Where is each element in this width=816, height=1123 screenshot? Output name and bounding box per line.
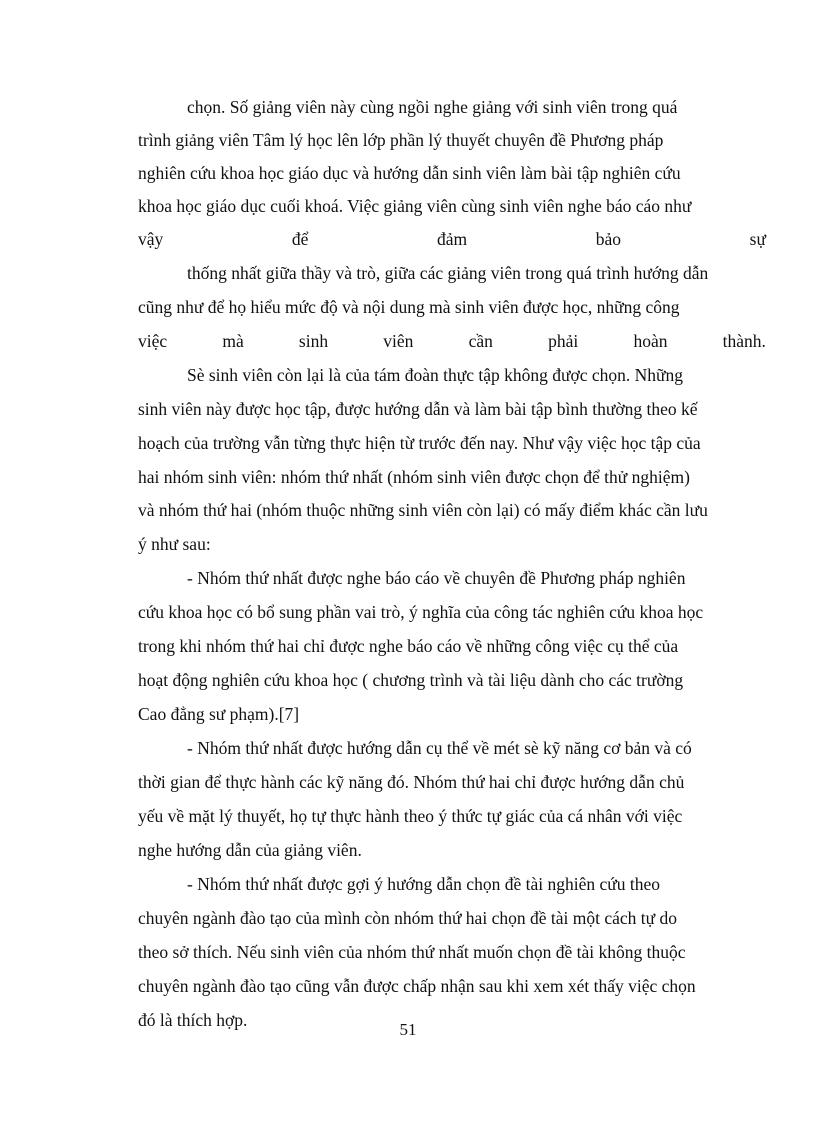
text-line: hoạch của trường vẫn từng thực hiện từ trước đến nay. Như vậy việc học tập của xyxy=(138,433,701,453)
page-number: 51 xyxy=(399,1020,417,1039)
text-line: theo sở thích. Nếu sinh viên của nhóm thứ nhất muốn chọn đề tài không thuộc xyxy=(138,942,686,962)
word: hoàn xyxy=(633,331,668,351)
text-line: và nhóm thứ hai (nhóm thuộc những sinh viên còn lại) có mấy điểm khác cần lưu xyxy=(138,500,708,520)
word: mà xyxy=(222,331,244,351)
word: sinh xyxy=(298,331,329,351)
text-line: cứu khoa học có bổ sung phần vai trò, ý nghĩa của công tác nghiên cứu khoa học xyxy=(138,602,704,622)
text-line: khoa học giáo dục cuối khoá. Việc giảng viên cùng sinh viên nghe báo cáo như xyxy=(138,196,692,216)
word: sự xyxy=(749,229,766,249)
text-line: chuyên ngành đào tạo của mình còn nhóm thứ hai chọn đề tài một cách tự do xyxy=(138,908,677,928)
text-line: - Nhóm thứ nhất được nghe báo cáo về chuyên đề Phương pháp nghiên xyxy=(187,568,686,588)
text-line: yếu về mặt lý thuyết, họ tự thực hành theo ý thức tự giác của cá nhân với việc xyxy=(138,806,683,826)
text-line: thời gian để thực hành các kỹ năng đó. Nhóm thứ hai chỉ được hướng dẫn chủ xyxy=(138,772,685,792)
text-line: chọn. Số giảng viên này cùng ngồi nghe giảng với sinh viên trong quá xyxy=(187,97,678,117)
text-line: - Nhóm thứ nhất được gợi ý hướng dẫn chọn đề tài nghiên cứu theo xyxy=(187,874,660,894)
text-line: hai nhóm sinh viên: nhóm thứ nhất (nhóm sinh viên được chọn để thử nghiệm) xyxy=(138,467,690,487)
text-line: Sè sinh viên còn lại là của tám đoàn thực tập không được chọn. Những xyxy=(187,365,683,385)
text-line: - Nhóm thứ nhất được hướng dẫn cụ thể về mét sè kỹ năng cơ bản và có xyxy=(187,738,692,758)
text-line: đó là thích hợp. xyxy=(138,1010,248,1030)
word: để xyxy=(291,229,309,249)
text-line: Cao đẳng sư phạm).[7] xyxy=(138,704,300,724)
word: thành. xyxy=(722,331,766,351)
word: cần xyxy=(468,331,493,351)
word: vậy xyxy=(138,229,164,249)
word: viên xyxy=(383,331,414,351)
text-line-spread xyxy=(138,324,766,358)
text-line: trình giảng viên Tâm lý học lên lớp phần lý thuyết chuyên đề Phương pháp xyxy=(138,130,664,150)
text-line-spread xyxy=(138,222,766,256)
word: việc xyxy=(138,331,168,351)
text-line: nghe hướng dẫn của giảng viên. xyxy=(138,840,362,860)
text-line: thống nhất giữa thầy và trò, giữa các giảng viên trong quá trình hướng dẫn xyxy=(187,263,709,283)
word: bảo xyxy=(595,229,622,249)
text-line: cũng như để họ hiểu mức độ và nội dung mà sinh viên được học, những công xyxy=(138,297,680,317)
text-line: nghiên cứu khoa học giáo dục và hướng dẫn sinh viên làm bài tập nghiên cứu xyxy=(138,163,681,183)
text-line: chuyên ngành đào tạo cũng vẫn được chấp nhận sau khi xem xét thấy việc chọn xyxy=(138,976,696,996)
text-line: ý như sau: xyxy=(138,534,211,554)
word: phải xyxy=(548,331,579,351)
word: đảm xyxy=(437,229,468,249)
text-line: hoạt động nghiên cứu khoa học ( chương trình và tài liệu dành cho các trường xyxy=(138,670,684,690)
text-line: sinh viên này được học tập, được hướng dẫn và làm bài tập bình thường theo kế xyxy=(138,399,698,419)
text-line: trong khi nhóm thứ hai chỉ được nghe báo cáo về những công việc cụ thể của xyxy=(138,636,679,656)
